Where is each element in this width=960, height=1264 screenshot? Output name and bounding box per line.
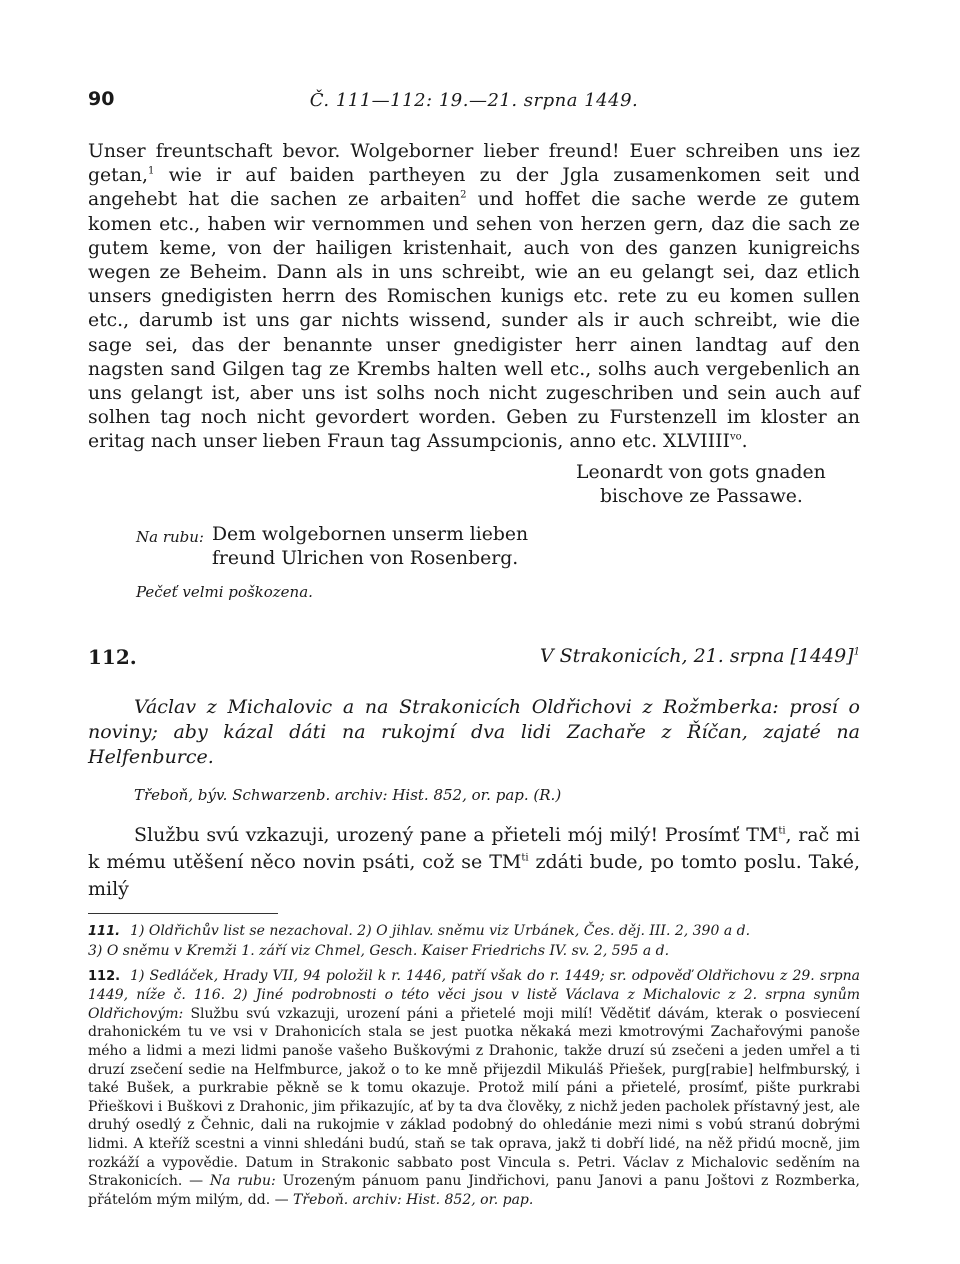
- endorsement-line-2: freund Ulrichen von Rosenberg.: [211, 548, 519, 570]
- seal-note: Pečeť velmi poškozena.: [136, 583, 313, 602]
- text-segment: Službu svú vzkazuji, urozený pane a přieteli mój milý! Prosímť TM: [134, 824, 779, 847]
- letter-111-text: [88, 140, 860, 455]
- doc-112-header: [88, 645, 860, 673]
- footnote-ref: 1: [853, 647, 860, 659]
- endorsement-label: Na rubu:: [136, 528, 204, 547]
- page-number: 90: [88, 88, 115, 110]
- footnote-line: [88, 922, 860, 942]
- archive-reference: Třeboň, býv. Schwarzenb. archiv: Hist. 852, or. pap. (R.): [134, 786, 562, 805]
- signature-line-1: Leonardt von gots gnaden: [576, 461, 826, 483]
- footnotes-112: [88, 967, 860, 1210]
- page-header: [88, 88, 860, 118]
- endorsement: [88, 523, 860, 571]
- text-segment: wie ir auf baiden partheyen zu der Jgla zusamenkomen seit und angehebt hat die sachen ze arbaiten: [88, 165, 860, 211]
- superscript: ti: [521, 853, 529, 865]
- doc-number: 112.: [88, 645, 137, 670]
- text-segment: und hoffet die sache werde ze gutem komen etc., haben wir vernommen und sehen von herzen gern, daz die sach ze gutem keme, von der hailigen kristenhait, auch von des ganzen kunigreichs wegen ze Beheim. Dann als in uns schreibt, wie an eu gelangt sei, daz etlich unsers gnedigisten herrn des Romischen kunigs etc. rete zu eu komen sullen etc., darumb ist uns gar nichts wissend, sunder als ir auch schreibt, wie die sage sei, das der benannte unser gnedigister herr ainen landtag auf den nagsten sand Gilgen tag ze Krembs halten well etc., solhs auch vergebenlich an uns gelangt ist, aber uns ist solhs noch nicht zugeschriben und sein auch auf solhen tag noch nicht gevordert worden. Geben zu Furstenzell im kloster an eritag nach unser lieben Fraun tag Assumpcionis, anno etc. XLVIIII: [88, 189, 860, 453]
- footnote-text: 1) Oldřichův list se nezachoval. 2) O jihlav. sněmu viz Urbánek, Čes. děj. III. 2, 390 a d.: [130, 923, 751, 940]
- footnote-text-italic: 1) Sedláček, Hrady VII, 94 položil k r. 1446, patří však do r. 1449; sr. odpověď Oldřichovu z 29. srpna 1449, níže č. 116. 2) Jiné podrobnosti o této věci jsou v listě Václava z Michalovic z 2. srpna synům Oldřichovým:: [88, 967, 860, 1022]
- footnote-ref: 2: [460, 190, 467, 202]
- footnote-line: 3) O sněmu v Kremži 1. září viz Chmel, Gesch. Kaiser Friedrichs IV. sv. 2, 595 a d.: [88, 943, 670, 960]
- letter-112-text: [88, 822, 860, 903]
- regest: Václav z Michalovic a na Strakonicích Oldřichovi z Rožmberka: prosí o noviny; aby kázal dáti na rukojmí dva lidi Zachaře z Říčan, zajaté na Helfenburce.: [88, 696, 860, 769]
- document-page: [88, 88, 860, 1215]
- footnote-doc-number: 111.: [88, 924, 121, 940]
- text-segment: , rač mi k mému utěšení něco novin psáti, což se TM: [88, 824, 861, 874]
- endorsement-text: [212, 523, 528, 571]
- signature: [576, 461, 860, 509]
- endorsement-line-1: Dem wolgebornen unserm lieben: [211, 524, 529, 546]
- footnotes: [88, 922, 860, 1209]
- text-segment: zdáti bude, po tomto poslu. Také, milý: [88, 851, 860, 901]
- footnote-divider: [88, 913, 278, 914]
- footnote-archive: Třeboň. archiv: Hist. 852, or. pap.: [288, 1191, 534, 1208]
- signature-line-2: bischove ze Passawe.: [600, 485, 803, 507]
- footnote-doc-number: 112.: [88, 968, 121, 984]
- place-date-text: V Strakonicích, 21. srpna [1449]: [539, 645, 854, 668]
- footnote-rubu-label: Na rubu:: [203, 1173, 276, 1190]
- running-title: Č. 111—112: 19.—21. srpna 1449.: [309, 90, 639, 111]
- superscript: ti: [778, 826, 786, 838]
- footnotes-111: [88, 922, 860, 960]
- superscript: vo: [729, 432, 742, 444]
- footnote-text: Službu svú vzkazuji, urození páni a přietelé moji milí! Vědětiť dávám, kterak o posviecení drahonickém tu ve vsi v Drahonicích stala se jest puotka někaká mezi kmotrovými Zachařovými panoše mého a lidmi a mezi lidmi panoše vašeho Buškovými z Drahonic, takže druzí sú zsečeni a jeden umřel a ti druzí zsečení sedie na Helfmburce, jakož o to ke mně přijezdil Mikuláš Přiešek, purg[rabie] helfmburský, i také Bušek, a purkrabie pěkně se k tomu okazuje. Protož milí páni a přietelé, prosímť, pište purkrabi Přieškovi i Buškovi z Drahonic, jim přikazujíc, ať by ta dva člověky, z nichž jeden pacholek přístavný jest, ale druhý osedlý z Čehnic, dali na rukojmie v základ podobný do ohledánie mezi nimi s vobú stranú dobrými lidmi. A kteříž scestni a vinni shledáni budú, staň se tak oprava, jakž ti dobří lidé, na něž přidú mocně, jim rozkáží a vypovědie. Datum in Strakonic sabbato post Vincula s. Petri. Václav z Michalovic seděním na Strakonicích. —: [88, 1005, 860, 1190]
- footnote-ref: 1: [147, 165, 155, 177]
- doc-place-date: [540, 645, 860, 667]
- text-segment: Unser freuntschaft bevor. Wolgeborner lieber freund! Euer schreiben uns iez getan,: [88, 141, 860, 187]
- footnote-rubu-text: Urozeným pánuom panu Jindřichovi, panu Janovi a panu Joštovi z Rozmberka, přátelóm mým milým, dd. —: [88, 1173, 860, 1208]
- text-segment: .: [741, 431, 748, 453]
